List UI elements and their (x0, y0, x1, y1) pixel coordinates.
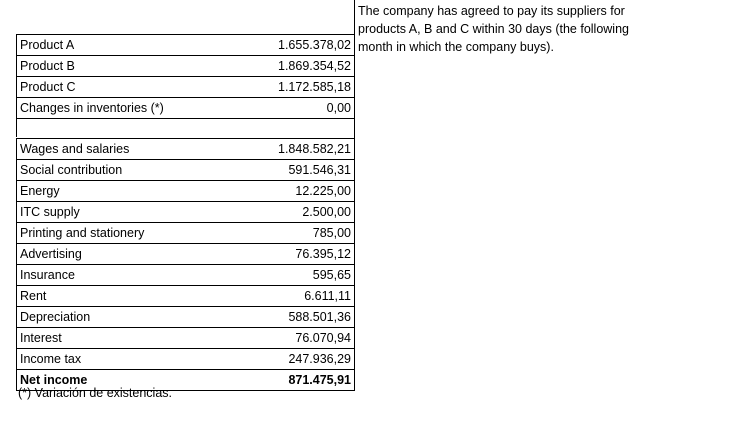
table-row-depreciation (16, 306, 355, 327)
row-value: 6.611,11 (272, 285, 355, 307)
row-spacer (196, 306, 272, 328)
row-label: Rent (16, 285, 196, 307)
row-value: 0,00 (272, 97, 355, 119)
row-label: Social contribution (16, 159, 196, 181)
row-spacer (196, 76, 272, 98)
row-spacer (196, 201, 272, 223)
row-label: Changes in inventories (*) (16, 97, 196, 119)
row-value: 12.225,00 (272, 180, 355, 202)
table-row-insurance (16, 264, 355, 285)
row-label: Product B (16, 55, 196, 77)
left-border-gap (16, 117, 17, 137)
row-value: 76.070,94 (272, 327, 355, 349)
row-label: Income tax (16, 348, 196, 370)
row-value: 1.172.585,18 (272, 76, 355, 98)
row-spacer (196, 159, 272, 181)
row-label: Interest (16, 327, 196, 349)
row-value: 247.936,29 (272, 348, 355, 370)
row-spacer (196, 180, 272, 202)
table-row-social-contribution (16, 159, 355, 180)
row-spacer (196, 264, 272, 286)
row-spacer (196, 138, 272, 160)
table-row-interest (16, 327, 355, 348)
row-value: 1.655.378,02 (272, 34, 355, 56)
table-row-advertising (16, 243, 355, 264)
table-row-energy (16, 180, 355, 201)
row-label: ITC supply (16, 201, 196, 223)
row-spacer (196, 34, 272, 56)
table-row-changes-in-inventories (16, 97, 355, 118)
row-label: Insurance (16, 264, 196, 286)
table-row-wages (16, 138, 355, 159)
table-row-product-c (16, 76, 355, 97)
row-spacer (196, 97, 272, 119)
note-line-2: products A, B and C within 30 days (the following (358, 22, 629, 36)
footnote: (*) Variación de existencias. (18, 386, 173, 400)
row-spacer (196, 243, 272, 265)
row-value: 591.546,31 (272, 159, 355, 181)
table-row-rent (16, 285, 355, 306)
row-spacer (196, 327, 272, 349)
row-value: 1.869.354,52 (272, 55, 355, 77)
row-label: Energy (16, 180, 196, 202)
row-label: Depreciation (16, 306, 196, 328)
row-label: Product A (16, 34, 196, 56)
row-spacer (196, 222, 272, 244)
note-line-3: month in which the company buys). (358, 40, 554, 54)
table-row-itc-supply (16, 201, 355, 222)
table-row-product-a (16, 34, 355, 55)
supplier-payment-note (358, 2, 688, 56)
row-spacer (196, 55, 272, 77)
row-value: 1.848.582,21 (272, 138, 355, 160)
row-label: Product C (16, 76, 196, 98)
row-value: 871.475,91 (272, 369, 355, 391)
row-value: 595,65 (272, 264, 355, 286)
row-value: 2.500,00 (272, 201, 355, 223)
row-spacer (196, 348, 272, 370)
row-label: Net income (16, 369, 196, 391)
row-spacer (196, 369, 272, 391)
row-label: Printing and stationery (16, 222, 196, 244)
table-row-printing (16, 222, 355, 243)
row-label: Wages and salaries (16, 138, 196, 160)
note-line-1: The company has agreed to pay its suppliers for (358, 4, 625, 18)
row-value: 785,00 (272, 222, 355, 244)
row-spacer (196, 285, 272, 307)
table-row-product-b (16, 55, 355, 76)
table-row-income-tax (16, 348, 355, 369)
row-label: Advertising (16, 243, 196, 265)
row-value: 588.501,36 (272, 306, 355, 328)
row-value: 76.395,12 (272, 243, 355, 265)
